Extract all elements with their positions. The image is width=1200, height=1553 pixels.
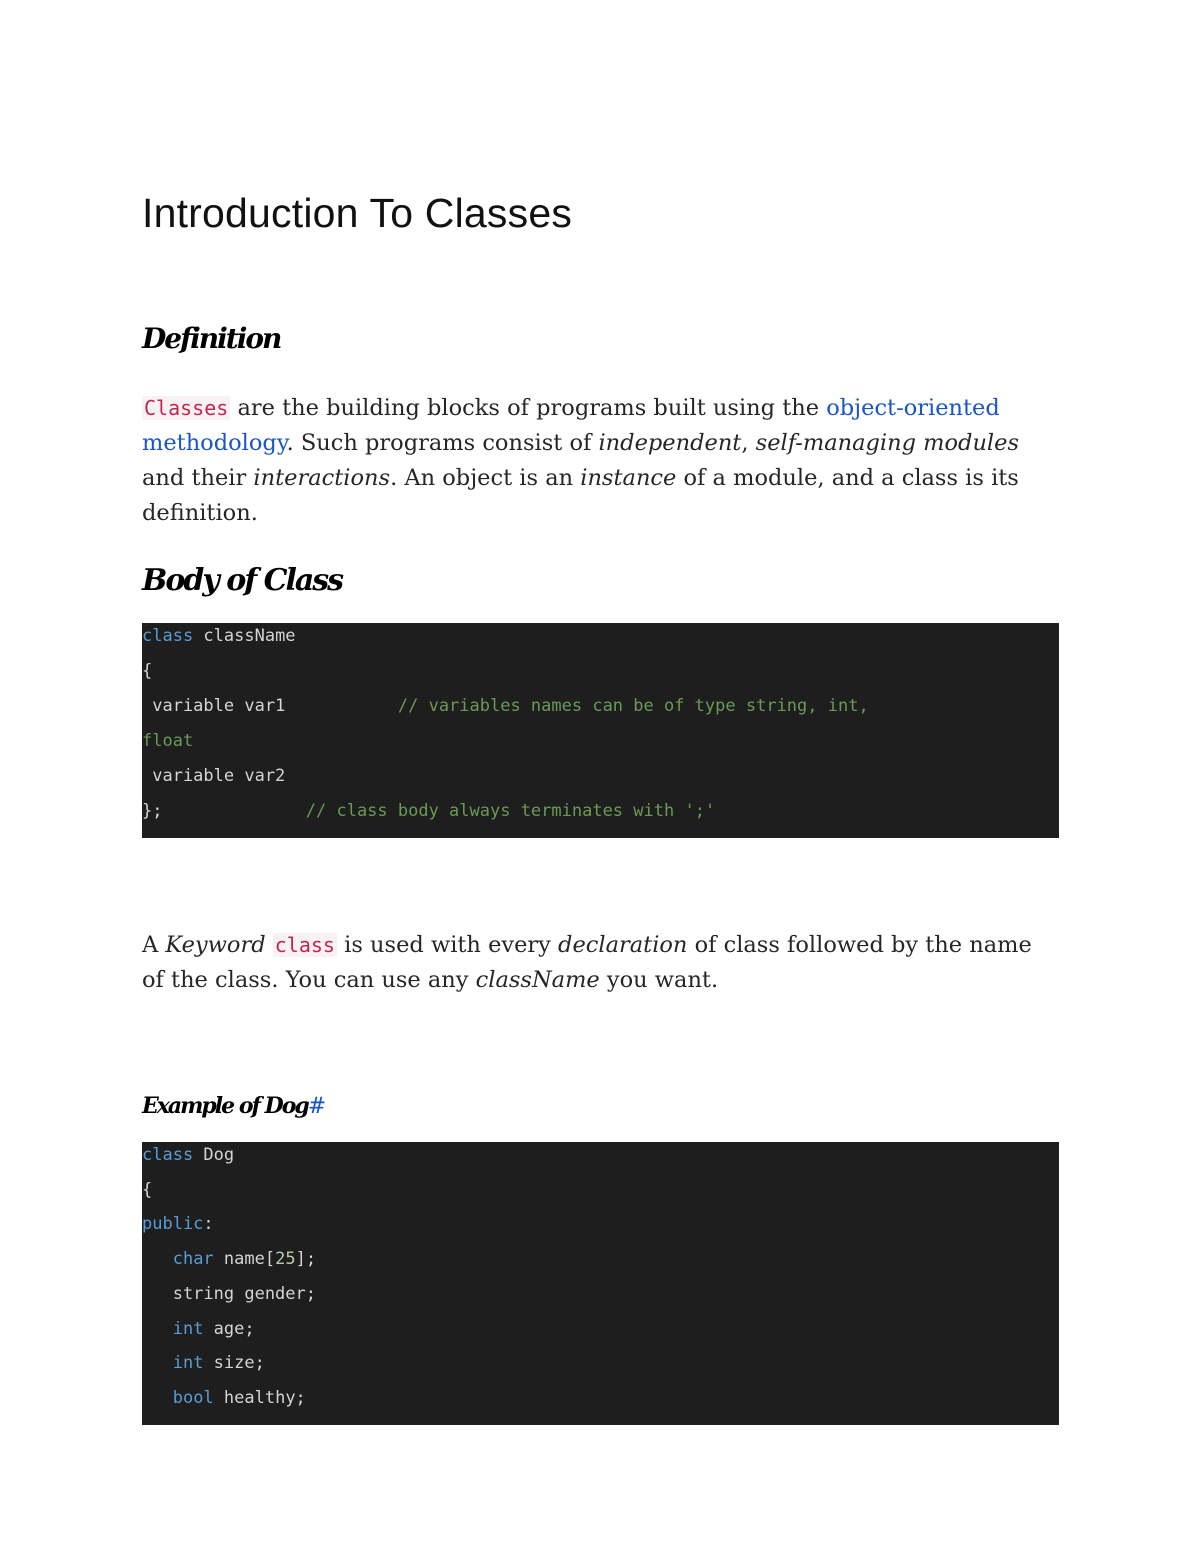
emphasis-declaration: declaration	[558, 932, 688, 958]
object-oriented-link[interactable]: object-oriented methodology	[142, 395, 1000, 456]
code-line	[142, 658, 152, 693]
code-text: Dog	[193, 1145, 235, 1165]
code-text: string gender;	[142, 1284, 316, 1304]
emphasis-interactions: interactions	[253, 465, 391, 491]
text-span: and their	[142, 465, 254, 491]
keyword: int	[172, 1353, 204, 1373]
code-text: :	[203, 1214, 214, 1234]
emphasis-instance: instance	[580, 465, 677, 491]
text-span: of a module, and a class is its definition.	[142, 465, 1019, 526]
code-text: {	[142, 661, 153, 681]
keyword: class	[142, 626, 194, 646]
code-text: name[	[213, 1249, 276, 1269]
code-comment: // class body always terminates with ';'	[305, 801, 716, 821]
keyword: char	[172, 1249, 214, 1269]
page-title: Introduction To Classes	[142, 190, 573, 236]
inline-code-class: class	[274, 933, 335, 957]
example-heading	[142, 1093, 326, 1119]
code-text: };	[142, 801, 306, 821]
code-line	[142, 1142, 234, 1177]
text-span	[266, 932, 273, 958]
text-span: you want.	[599, 967, 719, 993]
code-line	[142, 1211, 214, 1246]
code-line	[142, 763, 285, 798]
code-line	[142, 1385, 306, 1420]
code-line	[142, 1177, 152, 1212]
emphasis-self-managing: self-managing modules	[755, 430, 1019, 456]
text-span: are the building blocks of programs built using the	[230, 395, 827, 421]
text-span: . Such programs consist of	[286, 430, 599, 456]
inline-code-classes: Classes	[144, 396, 229, 420]
dog-class-code-block	[142, 1142, 1059, 1425]
definition-paragraph	[142, 391, 1059, 531]
emphasis-independent: independent	[598, 430, 742, 456]
code-line	[142, 1281, 316, 1316]
keyword: bool	[172, 1388, 214, 1408]
body-of-class-heading: Body of Class	[142, 563, 343, 598]
code-comment: // variables names can be of type string, int,	[397, 696, 869, 716]
keyword-paragraph	[142, 928, 1059, 998]
code-number: 25	[275, 1249, 296, 1269]
keyword: int	[172, 1319, 204, 1339]
text-span: . An object is an	[390, 465, 581, 491]
code-line	[142, 1246, 316, 1281]
keyword: class	[142, 1145, 194, 1165]
definition-heading: Definition	[142, 322, 281, 355]
text-span: ,	[741, 430, 756, 456]
anchor-link[interactable]: #	[307, 1094, 327, 1119]
code-line	[142, 693, 869, 728]
code-text: {	[142, 1180, 153, 1200]
code-text: variable var1	[142, 696, 398, 716]
code-text: className	[193, 626, 296, 646]
text-span: is used with every	[336, 932, 559, 958]
text-span: A	[142, 932, 166, 958]
code-line	[142, 1316, 255, 1351]
class-body-code-block	[142, 623, 1059, 838]
code-comment: float	[142, 731, 194, 751]
code-line	[142, 1350, 265, 1385]
code-text: size;	[203, 1353, 265, 1373]
emphasis-keyword: Keyword	[165, 932, 266, 958]
code-text: ];	[295, 1249, 317, 1269]
text-span: of class followed by the name of the class. You can use any	[142, 932, 1032, 993]
code-line	[142, 728, 193, 763]
code-text: variable var2	[142, 766, 286, 786]
code-line	[142, 623, 296, 658]
code-text: age;	[203, 1319, 255, 1339]
code-line	[142, 798, 715, 833]
emphasis-classname: className	[475, 967, 600, 993]
code-text: healthy;	[213, 1388, 306, 1408]
keyword: public	[142, 1214, 204, 1234]
example-heading-text: Example of Dog	[142, 1093, 308, 1119]
